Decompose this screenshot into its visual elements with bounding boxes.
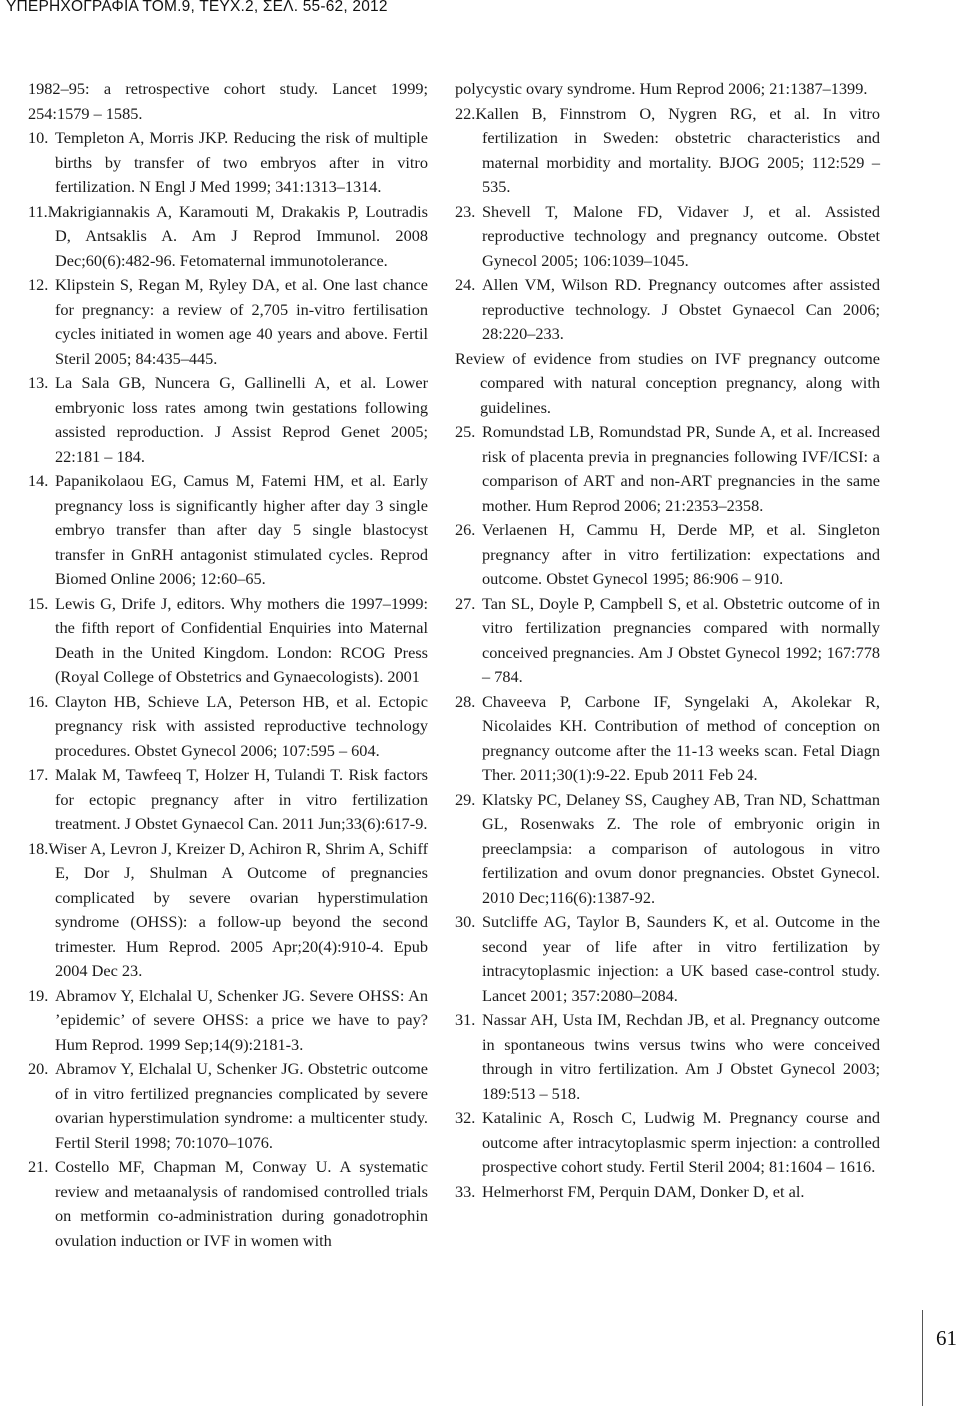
reference-number: 24. (455, 275, 476, 294)
reference-entry (28, 200, 428, 274)
reference-number: 16. (28, 691, 49, 711)
reference-text: Klatsky PC, Delaney SS, Caughey AB, Tran ND, Schattman GL, Rosenwaks Z. The role of embryonic origin in preeclampsia: a comparison of autologous in vitro fertilization and ovum donor pregnancies. Obstet Gynecol. 2010 Dec;116(6):1387-92. (482, 789, 880, 907)
reference-number: 30. (455, 912, 476, 931)
reference-number: 32. (455, 1108, 476, 1127)
reference-number: 19. (28, 985, 49, 1005)
reference-text: Malak M, Tawfeeq T, Holzer H, Tulandi T. Risk factors for ectopic pregnancy after in vitro fertilization treatment. J Obstet Gynaecol Can. 2011 Jun;33(6):617-9. (55, 765, 428, 833)
page-number-rule (922, 1310, 923, 1406)
reference-text: Romundstad LB, Romundstad PR, Sunde A, et al. Increased risk of placenta previa in pregnancies following IVF/ICSI: a comparison of ART and non-ART pregnancies in the same mother. Hum Reprod 2006; 21:2353–2358. (482, 422, 880, 515)
reference-entry (28, 126, 428, 200)
reference-entry (28, 592, 428, 690)
reference-number: 17. (28, 765, 49, 784)
reference-continuation (455, 77, 880, 102)
reference-entry (455, 200, 880, 274)
reference-text: Allen VM, Wilson RD. Pregnancy outcomes after assisted reproductive technology. J Obstet Gynaecol Can 2006; 28:220–233. (482, 275, 880, 343)
running-header: ΥΠΕΡΗΧΟΓΡΑΦΙΑ ΤΟΜ.9, ΤΕΥΧ.2, ΣΕΛ. 55-62, 2012 (6, 0, 388, 15)
reference-text: Templeton A, Morris JKP. Reducing the risk of multiple births by transfer of two embryos after in vitro fertilization. N Engl J Med 1999; 341:1313–1314. (55, 128, 428, 196)
reference-entry (28, 763, 428, 837)
right-reference-column (455, 77, 880, 1204)
reference-entry (28, 984, 428, 1058)
reference-number: 29. (455, 789, 476, 809)
reference-entry (455, 1180, 880, 1205)
reference-number: 20. (28, 1059, 49, 1078)
reference-text: Kallen B, Finnstrom O, Nygren RG, et al. In vitro fertilization in Sweden: obstetric characteristics and maternal morbidity and mortality. BJOG 2005; 112:529 – 535. (475, 103, 880, 196)
reference-number: 15. (28, 593, 49, 613)
reference-text: Chaveeva P, Carbone IF, Syngelaki A, Akolekar R, Nicolaides KH. Contribution of method of conception on pregnancy outcome after the 11-13 weeks scan. Fetal Diagn Ther. 2011;30(1):9-22. Epub 2011 Feb 24. (482, 691, 880, 784)
reference-text: Wiser A, Levron J, Kreizer D, Achiron R, Shrim A, Schiff E, Dor J, Shulman A Outcome of pregnancies complicated by severe ovarian hyperstimulation syndrome (OHSS): a follow-up beyond the second trimester. Hum Reprod. 2005 Apr;20(4):910-4. Epub 2004 Dec 23. (48, 838, 428, 980)
reference-text: polycystic ovary syndrome. Hum Reprod 2006; 21:1387–1399. (455, 79, 868, 98)
reference-text: Verlaenen H, Cammu H, Derde MP, et al. Singleton pregnancy after in vitro fertilization: expectations and outcome. Obstet Gynecol 1995; 86:906 – 910. (482, 520, 880, 588)
reference-number: 23. (455, 201, 476, 221)
reference-entry (28, 469, 428, 592)
reference-number: 22. (455, 103, 476, 123)
reference-text: 1982–95: a retrospective cohort study. Lancet 1999; 254:1579 – 1585. (28, 79, 428, 123)
reference-number: 28. (455, 691, 476, 711)
reference-number: 31. (455, 1010, 476, 1029)
reference-text: Tan SL, Doyle P, Campbell S, et al. Obstetric outcome of in vitro fertilization pregnancies compared with normally conceived pregnancies. Am J Obstet Gynecol 1992; 167:778 – 784. (482, 593, 880, 686)
reference-entry (455, 690, 880, 788)
reference-text: Abramov Y, Elchalal U, Schenker JG. Severe OHSS: An ’epidemic’ of severe OHSS: a price we have to pay? Hum Reprod. 1999 Sep;14(9):2181-3. (55, 985, 428, 1054)
reference-number: 12. (28, 275, 49, 294)
reference-entry (455, 420, 880, 518)
reference-entry (455, 788, 880, 911)
reference-text: Papanikolaou EG, Camus M, Fatemi HM, et al. Early pregnancy loss is significantly higher after day 3 single embryo transfer than after day 5 single blastocyst transfer in GnRH antagonist stimulated cycles. Reprod Biomed Online 2006; 12:60–65. (55, 471, 428, 588)
reference-entry (28, 371, 428, 469)
reference-number: 25. (455, 422, 476, 441)
reference-text: Sutcliffe AG, Taylor B, Saunders K, et al. Outcome in the second year of life after in vitro fertilization by intracytoplasmic injection: a UK based case-control study. Lancet 2001; 357:2080–2084. (482, 912, 880, 1005)
reference-entry (455, 910, 880, 1008)
reference-entry (455, 1106, 880, 1180)
reference-text: Katalinic A, Rosch C, Ludwig M. Pregnancy course and outcome after intracytoplasmic sperm injection: a controlled prospective cohort study. Fertil Steril 2004; 81:1604 – 1616. (482, 1108, 880, 1176)
reference-entry (28, 690, 428, 764)
reference-number: 10. (28, 128, 49, 147)
reference-text: Makrigiannakis A, Karamouti M, Drakakis P, Loutradis D, Antsaklis A. Am J Reprod Immunol. 2008 Dec;60(6):482-96. Fetomaternal immunotolerance. (47, 201, 428, 270)
left-reference-column (28, 77, 428, 1253)
reference-entry (455, 1008, 880, 1106)
reference-entry (28, 1057, 428, 1155)
reference-number: 21. (28, 1157, 49, 1176)
reference-text: Klipstein S, Regan M, Ryley DA, et al. One last chance for pregnancy: a review of 2,705 in-vitro fertilisation cycles initiated in women age 40 years and above. Fertil Steril 2005; 84:435–445. (55, 275, 428, 368)
reference-text: Clayton HB, Schieve LA, Peterson HB, et al. Ectopic pregnancy risk with assisted reproductive technology procedures. Obstet Gynecol 2006; 107:595 – 604. (55, 691, 428, 760)
reference-text: La Sala GB, Nuncera G, Gallinelli A, et al. Lower embryonic loss rates among twin gestations following assisted reproduction. J Assist Reprod Genet 2005; 22:181 – 184. (55, 373, 428, 466)
reference-number: 14. (28, 471, 49, 490)
reference-entry (28, 1155, 428, 1253)
reference-number: 11. (28, 201, 48, 221)
reference-text: Lewis G, Drife J, editors. Why mothers die 1997–1999: the fifth report of Confidential Enquiries into Maternal Death in the United Kingdom. London: RCOG Press (Royal College of Obstetrics and Gynaecologists). 2001 (55, 593, 428, 686)
reference-number: 26. (455, 520, 476, 539)
reference-entry (455, 592, 880, 690)
reference-entry (455, 102, 880, 200)
reference-text: Costello MF, Chapman M, Conway U. A systematic review and metaanalysis of randomised controlled trials on metformin co-administration during gonadotrophin ovulation induction or IVF in women with (55, 1157, 428, 1250)
reference-section-note (455, 347, 880, 421)
reference-entry (455, 518, 880, 592)
reference-continuation (28, 77, 428, 126)
reference-entry (28, 273, 428, 371)
reference-text: Review of evidence from studies on IVF pregnancy outcome compared with natural conception pregnancy, along with guidelines. (455, 348, 880, 417)
reference-entry (28, 837, 428, 984)
reference-text: Abramov Y, Elchalal U, Schenker JG. Obstetric outcome of in vitro fertilized pregnancies complicated by severe ovarian hyperstimulation syndrome: a multicenter study. Fertil Steril 1998; 70:1070–1076. (55, 1059, 428, 1152)
page-number: 61 (936, 1326, 957, 1350)
reference-text: Shevell T, Malone FD, Vidaver J, et al. Assisted reproductive technology and pregnancy outcome. Obstet Gynecol 2005; 106:1039–1045. (482, 201, 880, 270)
reference-text: Helmerhorst FM, Perquin DAM, Donker D, et al. (482, 1181, 805, 1201)
reference-text: Nassar AH, Usta IM, Rechdan JB, et al. Pregnancy outcome in spontaneous twins versus twins who were conceived through in vitro fertilization. Am J Obstet Gynecol 2003; 189:513 – 518. (482, 1010, 880, 1103)
reference-number: 27. (455, 593, 476, 613)
reference-number: 33. (455, 1181, 476, 1201)
reference-number: 18. (28, 838, 49, 858)
reference-entry (455, 273, 880, 347)
reference-number: 13. (28, 373, 49, 392)
